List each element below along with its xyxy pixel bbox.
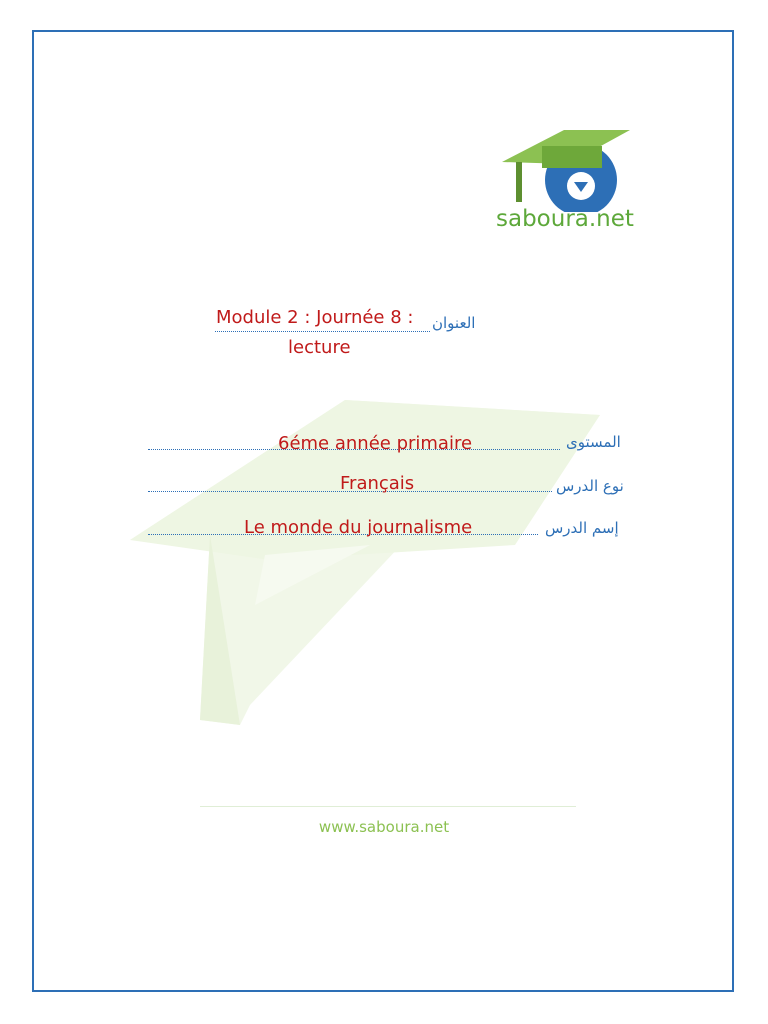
saboura-logo (488, 118, 658, 243)
footer-divider (200, 806, 576, 807)
logo-text: saboura.net (496, 206, 634, 232)
graduation-cap-icon (502, 124, 632, 212)
level-label: المستوى (566, 433, 621, 451)
lesson-type-label: نوع الدرس (556, 477, 624, 495)
level-value: 6éme année primaire (278, 433, 473, 454)
title-label: العنوان (432, 314, 476, 332)
lesson-name-label: إسم الدرس (545, 519, 619, 537)
title-value-line2: lecture (288, 337, 351, 358)
title-dotted-line (215, 331, 430, 332)
footer-url: www.saboura.net (318, 818, 450, 836)
lesson-name-value: Le monde du journalisme (244, 517, 473, 538)
lesson-type-value: Français (340, 473, 415, 494)
title-value-line1: Module 2 : Journée 8 : (216, 307, 414, 328)
